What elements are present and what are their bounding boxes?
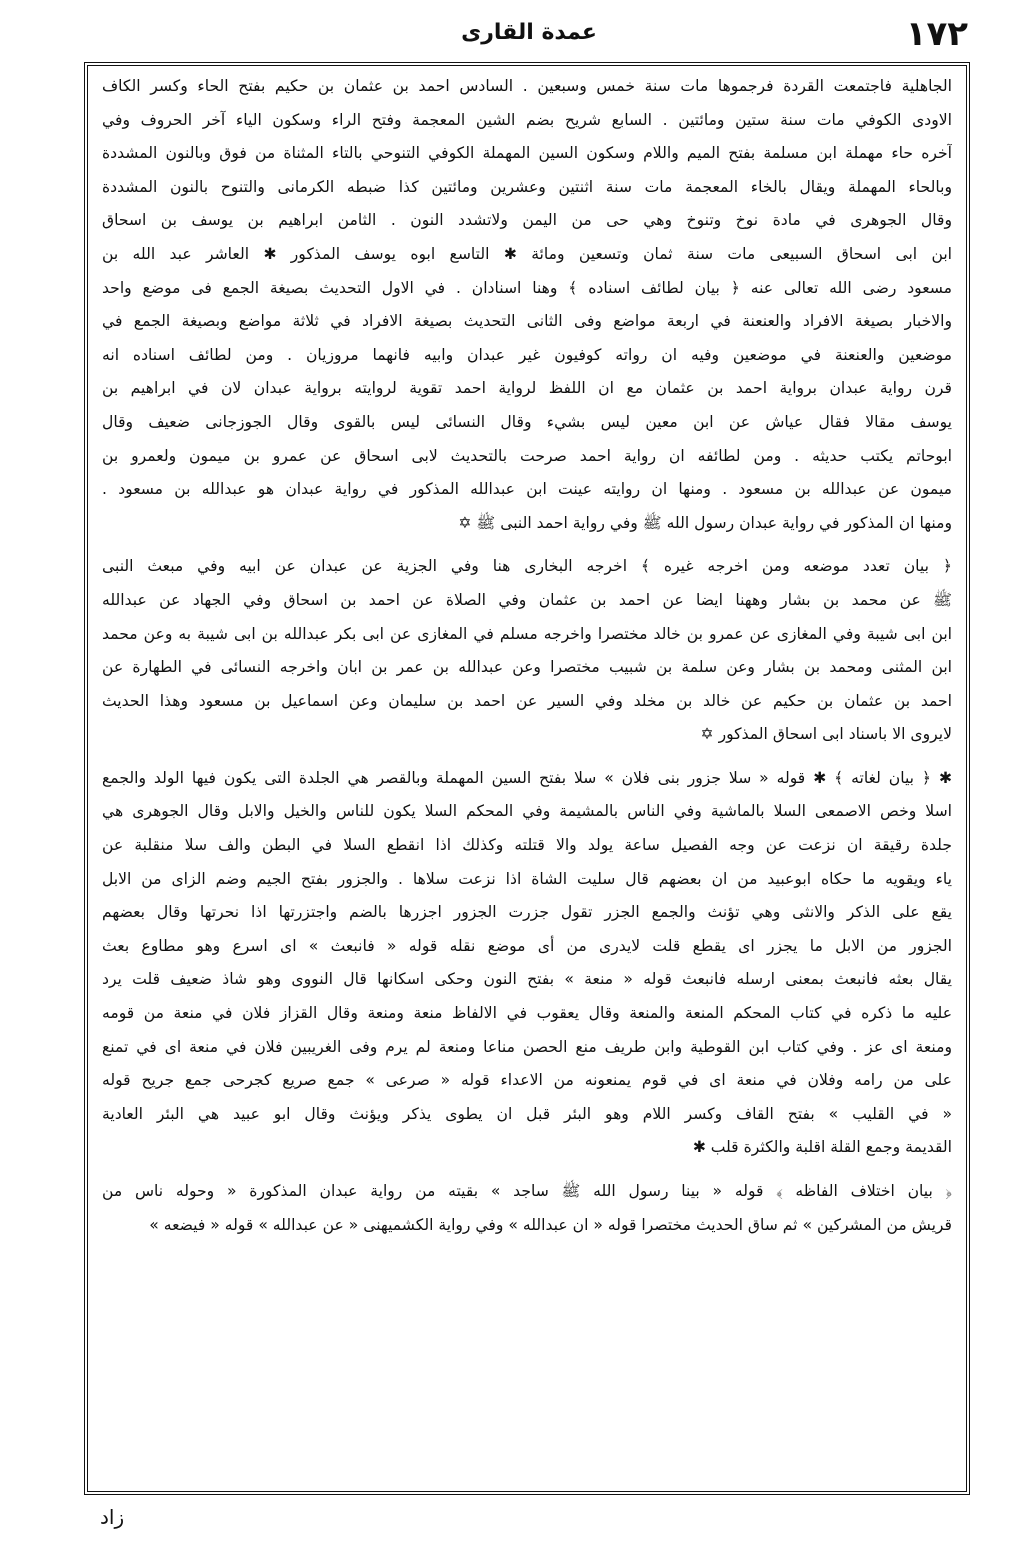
- text-line: « في القليب » بفتح القاف وكسر اللام وهو البئر قبل ان يطوى يذكر ويؤنث وقال ابو عبيد هي البئر العادية: [102, 1104, 952, 1123]
- paragraph-gap: [102, 540, 952, 550]
- text-line: احمد بن عثمان بن حكيم عن خالد بن مخلد وفي السير عن احمد بن سليمان وعن اسماعيل بن مسعود وهذا الحديث: [102, 691, 952, 710]
- text-line: موضعين والعنعنة في موضعين وفيه ان رواته كوفيون غير عبدان وابيه فانهما مروزيان . ومن لطائف اسناده انه: [102, 345, 952, 364]
- text-line: آخره حاء مهملة ابن مسلمة بفتح الميم واللام وسكون السين المهملة الكوفي التنوحي بالتاء المثناة من فوق وبالنون المشددة: [102, 144, 952, 163]
- text-line: ﴿ بيان تعدد موضعه ومن اخرجه غيره ﴾ اخرجه البخارى هنا وفي الجزية عن عبدان عن ابيه وفي مبعث النبى: [102, 557, 952, 576]
- text-line: والاخبار بصيغة الافراد والعنعنة في اربعة مواضع وفى الثانى التحديث بصيغة الافراد في ثلاثة مواضع وبصيغة الجمع في: [102, 312, 952, 331]
- text-line: القديمة وجمع القلة اقلبة والكثرة قلب ✱: [692, 1138, 952, 1157]
- text-line: مسعود رضى الله تعالى عنه ﴿ بيان لطائف اسناده ﴾ وهنا اسنادان . في الاول التحديث بصيغة الجمع فى موضع واحد: [102, 278, 952, 297]
- paragraph: [102, 550, 952, 752]
- text-line: وقال الجوهرى في مادة نوخ وتنوخ وهي حى من اليمن ولاتشدد النون . الثامن ابراهيم بن يوسف بن اسحاق: [102, 211, 952, 230]
- paragraph-gap: [102, 752, 952, 762]
- paragraph: [102, 1175, 952, 1242]
- text-line: ابن ابى شيبة وفي المغازى عن عمرو بن خالد مختصرا واخرجه مسلم في المغازى عن ابى بكر عبدالله بن ابى شيبة به وعن محمد: [102, 624, 952, 643]
- text-line: ابن المثنى ومحمد بن بشار وعن سلمة بن شبيب مختصرا وعن عبدالله بن عمر بن ابان واخرجه النسائى في الطهارة عن: [102, 658, 952, 677]
- catchword: زاد: [100, 1505, 125, 1529]
- text-line: يقع على الذكر والانثى وهي تؤنث والجمع الجزر تقول جزرت الجزور اجزرها بالضم واجتزرتها اذا نحرتها وقال بعضهم: [102, 903, 952, 922]
- text-line: الاودى الكوفي مات سنة ستين ومائتين . السابع شريح بضم الشين المعجمة وفتح الراء وسكون الياء آخر الحروف وفي: [102, 110, 952, 129]
- paragraph-gap: [102, 1165, 952, 1175]
- text-line: ومنها ان المذكور في رواية عبدان رسول الله ﷺ وفي رواية احمد النبى ﷺ ✡: [458, 513, 952, 532]
- text-line: على من رامه وفلان في منعة اى في قوم يمنعونه من الاعداء قوله « صرعى » جمع صريع كجرحى جمع جريح قوله: [102, 1071, 952, 1090]
- paragraph: [102, 762, 952, 1165]
- text-line: قريش من المشركين » ثم ساق الحديث مختصرا قوله « ان عبدالله » وفي رواية الكشميهنى « عن عبدالله » قوله « فيضعه »: [149, 1215, 952, 1234]
- text-line: ومنعة اى عز . وفي كتاب ابن القوطية وابن طريف منع الحصن مناعا ومنعة لم يرم وفى الغريبين فلان في منعة اى في تمنع: [102, 1037, 952, 1056]
- text-line: ياء ويقويه ما حكاه ابوعبيد من ان بعضهم قال سليت الشاة اذا نزعت سلاها . والجزور بفتح الجيم وضم الزاى من الابل: [102, 869, 952, 888]
- text-line: الجاهلية فاجتمعت القردة فرجموها مات سنة خمس وسبعين . السادس احمد بن عثمان بن حكيم بفتح الحاء وكسر الكاف: [102, 77, 952, 95]
- text-line: وبالحاء المهملة ويقال بالخاء المعجمة مات سنة اثنتين وعشرين ومائتين كذا ضبطه الكرمانى والتنوح بالنون المشددة: [102, 177, 952, 196]
- text-line: ﷺ عن محمد بن بشار وههنا ايضا عن احمد بن عثمان وفي الصلاة عن احمد بن اسحاق وفي الجهاد عن عبدالله: [102, 590, 952, 609]
- text-line: ابن ابى اسحاق السبيعى مات سنة ثمان وتسعين ومائة ✱ التاسع ابوه يوسف المذكور ✱ العاشر عبد الله بن: [102, 244, 952, 263]
- text-line: ميمون عن عبدالله بن مسعود . ومنها ان روايته عينت ابن عبدالله المذكور في رواية عبدان هو عبدالله بن مسعود .: [102, 480, 952, 499]
- text-line: ﴿ بيان اختلاف الفاظه ﴾ قوله « بينا رسول الله ﷺ ساجد » بقيته من رواية عبدان المذكورة « وحوله ناس من: [102, 1182, 952, 1200]
- book-title: عمدة القارى: [461, 20, 597, 45]
- text-line: يوسف مقالا فقال عياش عن ابن معين ليس بشيء وقال النسائى ليس بالقوى وقال الجوزجانى ضعيف وقال: [102, 412, 952, 431]
- page-header: [84, 14, 974, 54]
- text-line: الجزور من الابل ما يجزر اى يقطع قلت لايدرى من أى موضع نقله قوله « فانبعث » اى اسرع وهو مطاوع بعث: [102, 936, 952, 955]
- text-line: ابوحاتم يكتب حديثه . ومن لطائفه ان رواية احمد صرحت بالتحديث لابى اسحاق عن عمرو بن ميمون ولعمرو بن: [102, 446, 952, 465]
- text-line: اسلا وخص الاصمعى السلا بالماشية وفي الناس بالمشيمة وفي المحكم السلا يكون للناس والخيل والابل وقال الجوهرى هي: [102, 802, 952, 821]
- text-line: جلدة رقيقة ان نزعت عن وجه الفصيل ساعة يولد والا قتلته وكذلك اذا انقطع السلا في البطن والف سلا منقلبة عن: [102, 836, 952, 855]
- text-line: لايروى الا باسناد ابى اسحاق المذكور ✡: [700, 725, 952, 744]
- text-line: ✱ ﴿ بيان لغاته ﴾ ✱ قوله « سلا جزور بنى فلان » سلا بفتح السين المهملة وبالقصر هي الجلدة التى يكون فيها الولد والجمع: [102, 768, 952, 787]
- page-number: ١٧٢: [905, 14, 968, 54]
- text-line: يقال بعثه فانبعث بمعنى ارسله فانبعث قوله « منعة » بفتح النون وحكى اسكانها قال النووى وهو شاذ ضعيف قلت يرد: [102, 970, 952, 989]
- text-line: عليه ما ذكره في كتاب المحكم المنعة والمنعة وقال يعقوب في الالفاظ منعة ومنعة وقال القزاز فلان في منعة من قومه: [102, 1004, 952, 1023]
- text-line: قرن رواية عبدان برواية احمد بن عثمان مع ان اللفظ لرواية احمد تقوية لروايته برواية عبدان لان في ابراهيم بن: [102, 379, 952, 398]
- paragraph: [102, 70, 952, 540]
- text-block: [102, 70, 952, 1490]
